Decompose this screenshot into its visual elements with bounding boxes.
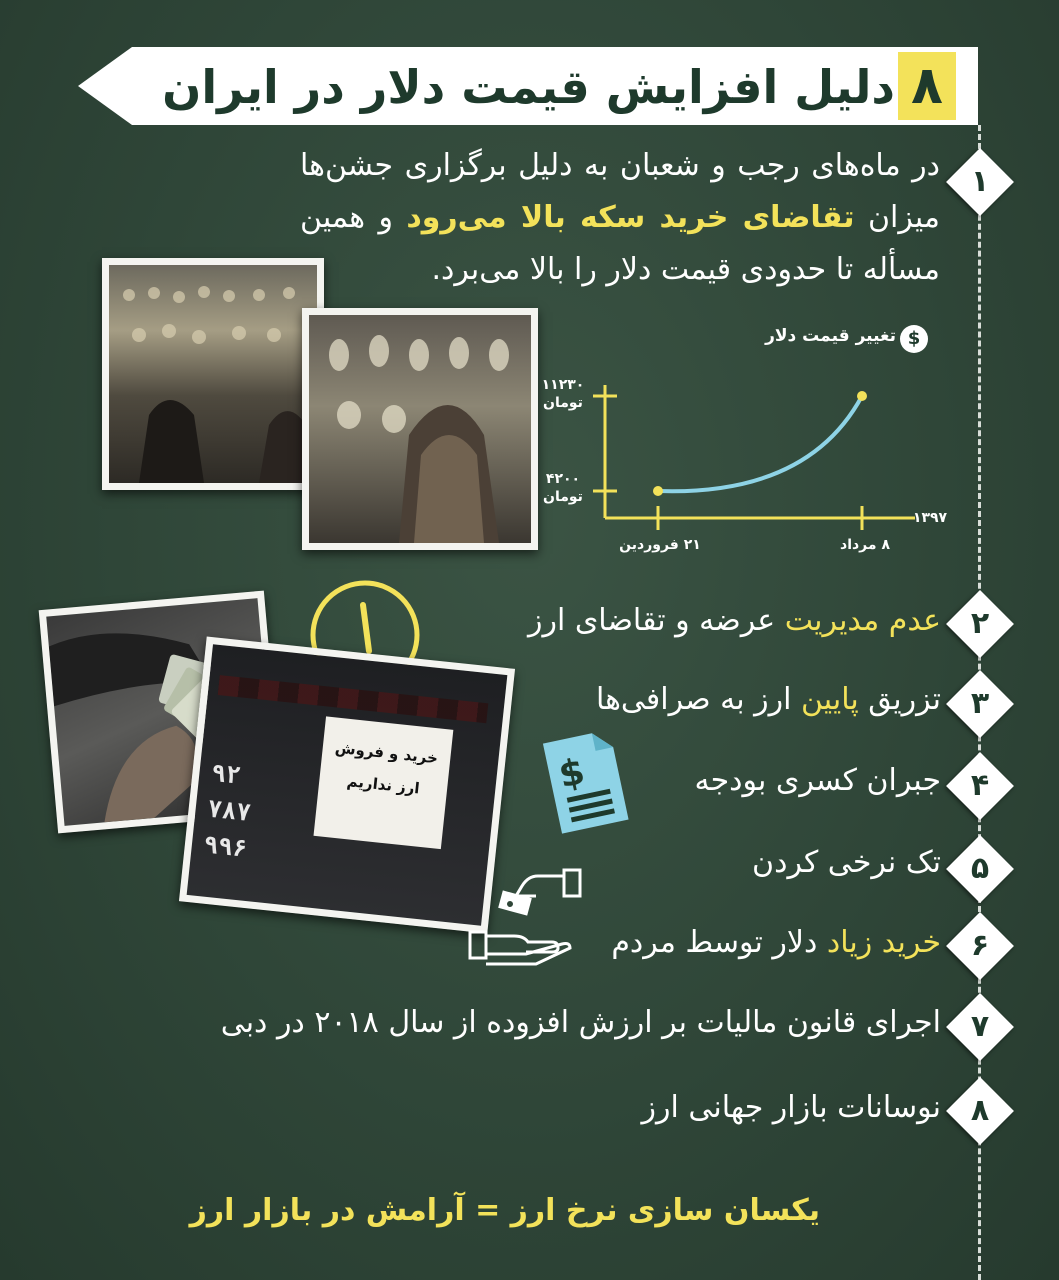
gold-shop-photo-1 bbox=[102, 258, 324, 490]
y-tick-bottom-value: ۴۲۰۰ bbox=[545, 471, 581, 487]
y-tick-label-bottom bbox=[534, 470, 592, 506]
x-tick-label-1: ۲۱ فروردین bbox=[619, 537, 701, 553]
reason-2-text: عرضه و تقاضای ارز bbox=[527, 603, 785, 638]
rate-value-1: ۹۲ bbox=[210, 758, 242, 790]
reason-6-text: دلار توسط مردم bbox=[611, 925, 827, 960]
reason-3-highlight: پایین bbox=[800, 682, 859, 717]
gold-shop-photo-2 bbox=[302, 308, 538, 550]
reason-1-highlight: تقاضای خرید سکه بالا می‌رود bbox=[406, 200, 855, 235]
reason-2 bbox=[528, 603, 941, 638]
marker-number-1: ۱ bbox=[970, 164, 990, 199]
rate-value-2: ۷۸۷ bbox=[206, 794, 253, 828]
exchange-sign-photo bbox=[179, 637, 515, 934]
reason-2-highlight: عدم مدیریت bbox=[784, 603, 941, 638]
rate-value-3: ۹۹۶ bbox=[202, 830, 249, 863]
gold-shop-illustration-1 bbox=[109, 265, 317, 483]
reason-3-text: ارز به صرافی‌ها bbox=[595, 682, 801, 717]
price-line bbox=[658, 396, 862, 491]
reason-1-part-2: و همین مسأله تا حدودی قیمت دلار را بالا می‌برد. bbox=[300, 200, 940, 287]
rate-board bbox=[202, 755, 293, 871]
page-title: دلیل افزایش قیمت دلار در ایران bbox=[162, 60, 895, 114]
sign-line-1: خرید و فروش bbox=[334, 738, 439, 768]
marker-number-5: ۵ bbox=[970, 851, 990, 886]
sign-stripe bbox=[218, 675, 489, 723]
y-tick-top-unit: تومان bbox=[543, 395, 583, 411]
dollar-bill-icon bbox=[534, 728, 634, 838]
marker-number-8: ۸ bbox=[970, 1093, 990, 1128]
x-axis-label: ۱۳۹۷ bbox=[912, 510, 948, 526]
dollar-badge-icon: $ bbox=[900, 325, 928, 353]
reason-6 bbox=[611, 925, 941, 960]
title-number: ۸ bbox=[898, 52, 956, 120]
y-tick-top-value: ۱۱۲۳۰ bbox=[541, 377, 585, 393]
reason-3 bbox=[596, 682, 941, 717]
marker-number-6: ۶ bbox=[970, 928, 990, 963]
reason-7: اجرای قانون مالیات بر ارزش افزوده از سال ۲۰۱۸ در دبی bbox=[220, 1005, 941, 1040]
sign-line-2: ارز نداریم bbox=[345, 772, 421, 798]
chart-title: تغییر قیمت دلار bbox=[765, 326, 896, 346]
reason-1-part-1: در ماه‌های رجب و شعبان به دلیل برگزاری جشن‌ها میزان bbox=[300, 148, 940, 235]
marker-number-7: ۷ bbox=[970, 1009, 990, 1044]
marker-number-2: ۲ bbox=[970, 606, 990, 641]
data-point-1 bbox=[653, 486, 663, 496]
hand-money-icon bbox=[466, 860, 586, 970]
jewelry-illustration bbox=[309, 315, 531, 543]
no-currency-sign bbox=[314, 716, 454, 849]
reason-5: تک نرخی کردن bbox=[752, 845, 941, 880]
svg-text:$: $ bbox=[555, 751, 589, 797]
reason-3-prefix: تزریق bbox=[858, 682, 941, 717]
y-tick-label-top bbox=[534, 376, 592, 412]
reason-1-text bbox=[300, 140, 940, 296]
y-tick-bottom-unit: تومان bbox=[543, 489, 583, 505]
reason-4: جبران کسری بودجه bbox=[694, 763, 941, 798]
reason-8: نوسانات بازار جهانی ارز bbox=[641, 1090, 941, 1125]
marker-number-3: ۳ bbox=[970, 686, 990, 721]
x-tick-label-2: ۸ مرداد bbox=[840, 537, 890, 553]
marker-number-4: ۴ bbox=[970, 768, 990, 803]
data-point-2 bbox=[857, 391, 867, 401]
reason-6-highlight: خرید زیاد bbox=[826, 925, 941, 960]
footer-slogan: یکسان سازی نرخ ارز = آرامش در بازار ارز bbox=[189, 1193, 820, 1228]
